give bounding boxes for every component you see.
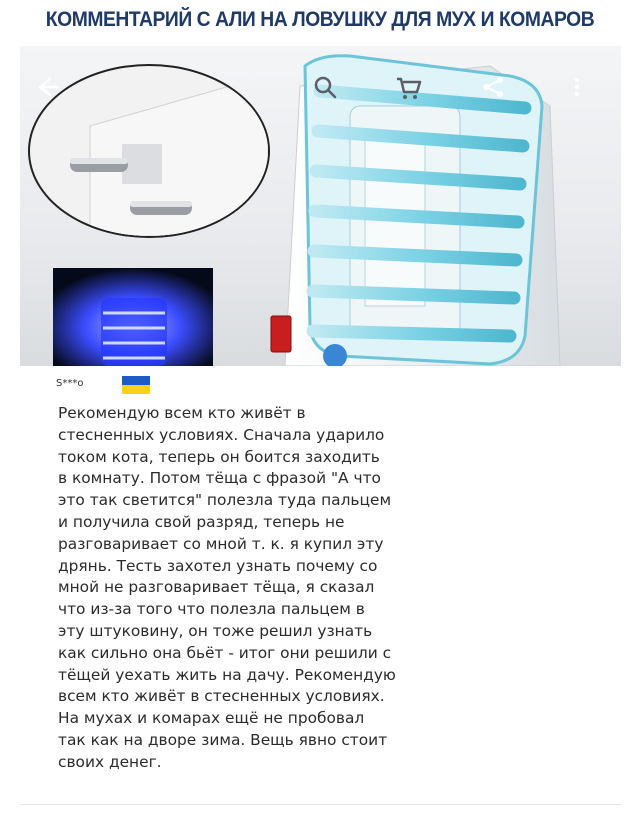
meme-headline: КОММЕНТАРИЙ С АЛИ НА ЛОВУШКУ ДЛЯ МУХ И КОМАРОВ (45, 8, 595, 31)
review-text: Рекомендую всем кто живёт в стесненных условиях. Сначала ударило током кота, теперь он боится заходить в комнату. Потом тёща с фразой "А что это так светится" полезла туда пальцем и получила свой разряд, теперь не разговаривает со мной т. к. я купил эту дрянь. Тесть захотел узнать почему со мной не разговаривает тёща, я сказал что из-за того что полезла пальцем в эту штуковину, он тоже решил узнать как сильно она бьёт - итог они решили с тёщей уехать жить на дачу. Рекомендую всем кто живёт в стесненных условиях. На мухах и комарах ещё не пробовал так как на дворе зима. Вещь явно стоит своих денег. (58, 404, 396, 771)
ukraine-flag-icon (122, 376, 150, 394)
more-vertical-icon[interactable] (562, 72, 592, 102)
search-icon[interactable] (310, 72, 340, 102)
share-icon[interactable] (478, 72, 508, 102)
review-card (20, 366, 621, 805)
review-author: S***o (56, 378, 84, 389)
back-arrow-icon[interactable] (32, 72, 62, 102)
product-photo (20, 46, 621, 366)
cart-icon[interactable] (393, 72, 423, 102)
night-glow-inset (53, 268, 213, 366)
app-toolbar (20, 46, 621, 126)
